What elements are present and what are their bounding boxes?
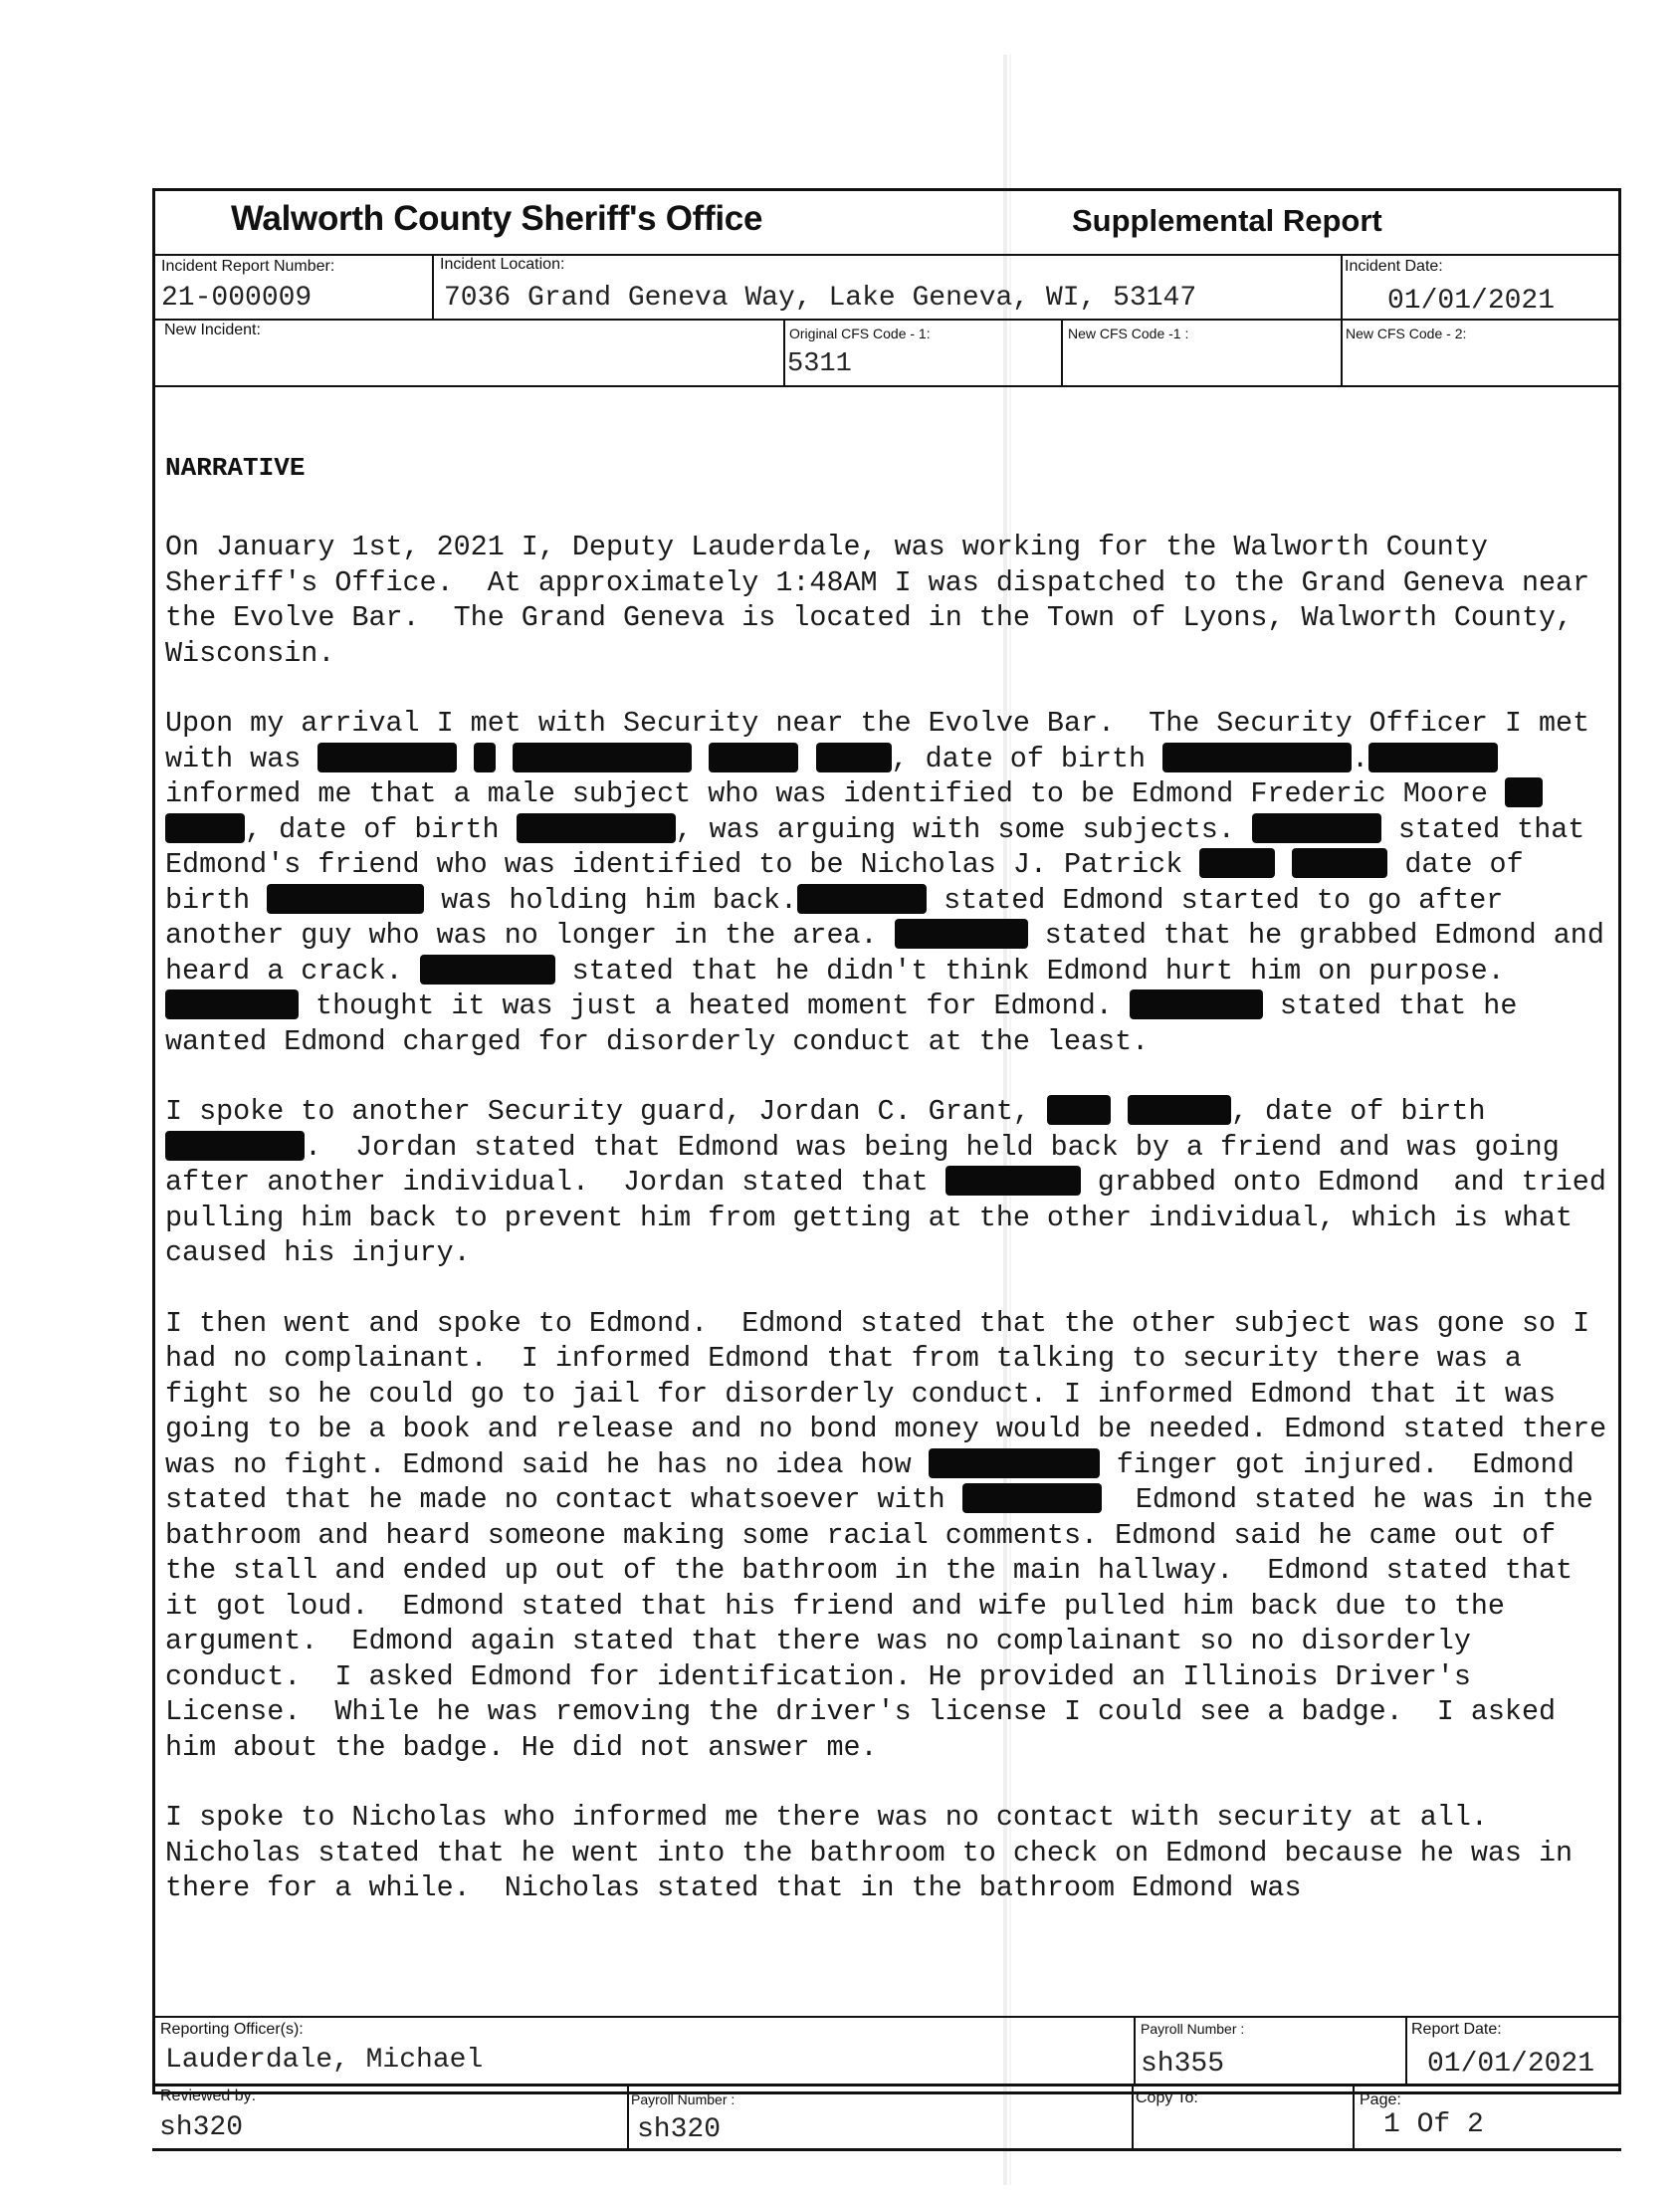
redaction-block: [1128, 1095, 1231, 1125]
incident-location: 7036 Grand Geneva Way, Lake Geneva, WI, 53147: [444, 283, 1197, 314]
divider: [1134, 2016, 1136, 2084]
narrative-paragraph: Upon my arrival I met with Security near the Evolve Bar. The Security Officer I met with was , date of birth . informed me that a male subject who was identified to be Edmond Frederic Moore , date of birth , was arguing with some subjects. stated that Edmond's friend who was identified to be Nicholas J. Patrick date of birth was holding him back. stated Edmond started to go after another guy who was no longer in the area. stated that he grabbed Edmond and heard a crack. stated that he didn't think Edmond hurt him on purpose. thought it was just a heated moment for Edmond. stated that he wanted Edmond charged for disorderly conduct at the least.: [165, 707, 1621, 1058]
narrative-paragraph: I spoke to another Security guard, Jordan C. Grant, , date of birth . Jordan stated that Edmond was being held back by a friend and was going after another individual. Jordan stated that grabbed onto Edmond and tried pulling him back to prevent him from getting at the other individual, which is what caused his injury.: [165, 1095, 1623, 1269]
divider: [1405, 2016, 1407, 2084]
redaction-block: [945, 1166, 1081, 1196]
redaction-block: [1047, 1095, 1111, 1125]
page-number: 1 Of 2: [1383, 2109, 1484, 2140]
copy-to-label: Copy To:: [1136, 2089, 1198, 2106]
reviewed-by-label: Reviewed by:: [160, 2087, 257, 2104]
redaction-block: [420, 955, 555, 985]
redaction-block: [1130, 989, 1263, 1019]
divider: [627, 2084, 629, 2150]
divider: [432, 254, 434, 319]
redaction-block: [895, 919, 1028, 949]
original-cfs-code: 5311: [787, 349, 852, 379]
report-date-label: Report Date:: [1411, 2021, 1502, 2038]
redaction-block: [474, 743, 496, 772]
redaction-block: [165, 1131, 305, 1161]
redaction-block: [517, 813, 676, 843]
narrative-paragraph: On January 1st, 2021 I, Deputy Lauderdale, was working for the Walworth County Sheriff's Office. At approximately 1:48AM I was dispatched to the Grand Geneva near the Evolve Bar. The Grand Geneva is located in the Town of Lyons, Walworth County, Wisconsin.: [165, 531, 1607, 670]
reporting-officer-label: Reporting Officer(s):: [160, 2021, 304, 2038]
divider: [1341, 319, 1343, 385]
incident-date-label: Incident Date:: [1345, 258, 1443, 275]
incident-date: 01/01/2021: [1387, 286, 1556, 317]
divider: [783, 319, 785, 385]
report-date: 01/01/2021: [1427, 2049, 1595, 2080]
redaction-block: [1199, 848, 1275, 878]
incident-report-number: 21-000009: [161, 283, 313, 314]
redaction-block: [165, 989, 299, 1019]
divider: [1341, 254, 1343, 319]
new-incident-label: New Incident:: [164, 322, 261, 338]
redaction-block: [816, 743, 892, 772]
divider: [152, 2016, 1621, 2018]
narrative-heading: NARRATIVE: [165, 453, 306, 483]
new-cfs-2-label: New CFS Code - 2:: [1346, 326, 1467, 341]
report-type-title: Supplemental Report: [1072, 203, 1382, 238]
original-cfs-label: Original CFS Code - 1:: [789, 326, 931, 341]
divider: [1353, 2084, 1355, 2150]
redaction-block: [267, 884, 424, 914]
divider: [1061, 319, 1063, 385]
reporting-officer: Lauderdale, Michael: [165, 2045, 484, 2076]
redaction-block: [1505, 777, 1543, 807]
incident-report-number-label: Incident Report Number:: [161, 258, 335, 275]
divider: [152, 254, 1621, 256]
divider: [152, 2084, 1621, 2086]
divider: [152, 385, 1621, 387]
redaction-block: [962, 1483, 1102, 1513]
payroll-number-label: Payroll Number :: [631, 2091, 735, 2107]
payroll-number-label: Payroll Number :: [1141, 2021, 1245, 2037]
narrative-section: [165, 453, 1624, 1941]
redaction-block: [797, 884, 927, 914]
redaction-block: [709, 743, 798, 772]
divider: [152, 319, 1621, 321]
redaction-block: [1252, 813, 1381, 843]
agency-title: Walworth County Sheriff's Office: [231, 199, 763, 238]
payroll-number: sh355: [1141, 2049, 1225, 2080]
redaction-block: [929, 1448, 1100, 1478]
redaction-block: [513, 743, 692, 772]
incident-location-label: Incident Location:: [440, 256, 565, 273]
narrative-paragraph: I then went and spoke to Edmond. Edmond stated that the other subject was gone so I had no complainant. I informed Edmond that from talking to security there was a fight so he could go to jail for disorderly conduct. I informed Edmond that it was going to be a book and release and no bond money would be needed. Edmond stated there was no fight. Edmond said he has no idea how finger got injured. Edmond stated that he made no contact whatsoever with Edmond stated he was in the bathroom and heard someone making some racial comments. Edmond said he came out of the stall and ended up out of the bathroom in the main hallway. Edmond stated that it got loud. Edmond stated that his friend and wife pulled him back due to the argument. Edmond again stated that there was no complainant so no disorderly conduct. I asked Edmond for identification. He provided an Illinois Driver's License. While he was removing the driver's license I could see a badge. I asked him about the badge. He did not answer me.: [165, 1306, 1624, 1764]
page-label: Page:: [1360, 2091, 1401, 2108]
divider: [152, 2148, 1621, 2151]
redaction-block: [1162, 743, 1352, 772]
payroll-number: sh320: [637, 2114, 722, 2145]
divider: [1132, 2084, 1134, 2150]
narrative-paragraph: I spoke to Nicholas who informed me there was no contact with security at all. Nicholas stated that he went into the bathroom to check on Edmond because he was in there for a while. Nicholas stated that in the bathroom Edmond was: [165, 1801, 1590, 1904]
new-cfs-1-label: New CFS Code -1 :: [1068, 326, 1189, 341]
redaction-block: [1292, 848, 1387, 878]
redaction-block: [317, 743, 457, 772]
reviewed-by: sh320: [159, 2112, 244, 2143]
redaction-block: [1368, 743, 1498, 772]
redaction-block: [165, 813, 245, 843]
